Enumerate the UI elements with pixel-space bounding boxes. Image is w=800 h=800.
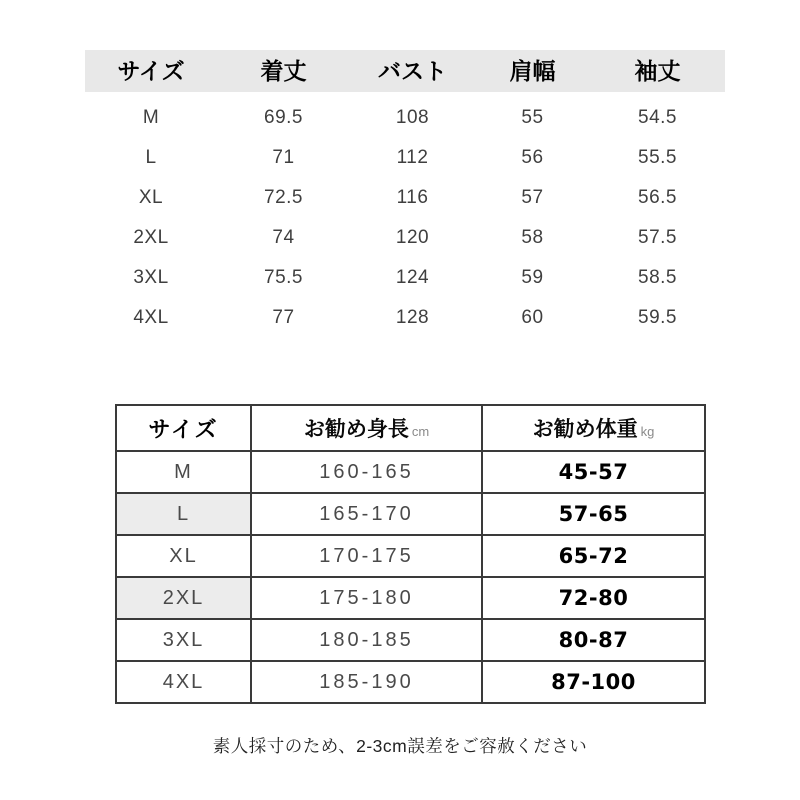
header-bust: バスト	[378, 58, 447, 84]
header-shoulder: 肩幅	[509, 58, 556, 84]
bust-value: 124	[395, 267, 430, 288]
size-value: XL	[138, 187, 164, 208]
table-row	[85, 258, 725, 298]
table-row	[116, 661, 705, 703]
header-length: 着丈	[260, 58, 307, 84]
header-recommended-weight	[482, 405, 705, 451]
weight-range: 80-87	[482, 619, 705, 661]
size-value: 2XL	[133, 227, 169, 248]
size-value: 4XL	[116, 661, 251, 703]
length-value: 75.5	[264, 267, 303, 288]
table-row	[85, 298, 725, 338]
bust-value: 128	[395, 307, 430, 328]
size-value: 3XL	[133, 267, 169, 288]
table-row	[116, 493, 705, 535]
bust-value: 116	[396, 187, 429, 208]
length-value: 71	[272, 147, 295, 168]
shoulder-value: 60	[521, 307, 544, 328]
sleeve-value: 55.5	[638, 147, 677, 168]
bust-value: 120	[395, 227, 430, 248]
height-range: 165-170	[251, 493, 482, 535]
table-row	[85, 138, 725, 178]
bust-value: 108	[395, 107, 430, 128]
shoulder-value: 57	[521, 187, 544, 208]
recommended-height-label: お勧め身長	[303, 418, 409, 441]
height-range: 170-175	[251, 535, 482, 577]
sleeve-value: 56.5	[638, 187, 677, 208]
height-range: 175-180	[251, 577, 482, 619]
bust-value: 112	[396, 147, 429, 168]
weight-range: 45-57	[482, 451, 705, 493]
length-value: 69.5	[264, 107, 303, 128]
size-value: L	[145, 147, 157, 168]
weight-unit-label: kg	[640, 424, 655, 439]
header-size: サイズ	[116, 405, 251, 451]
table-row	[116, 535, 705, 577]
height-range: 160-165	[251, 451, 482, 493]
recommended-weight-label: お勧め体重	[532, 418, 638, 441]
recommendation-header-row	[116, 405, 705, 451]
table-row	[85, 178, 725, 218]
length-value: 74	[272, 227, 295, 248]
header-sleeve: 袖丈	[634, 58, 681, 84]
sleeve-value: 58.5	[638, 267, 677, 288]
size-value: M	[142, 107, 160, 128]
recommendation-table	[115, 404, 706, 704]
table-row	[85, 218, 725, 258]
table-row	[116, 577, 705, 619]
height-range: 180-185	[251, 619, 482, 661]
size-value: XL	[116, 535, 251, 577]
header-recommended-height	[251, 405, 482, 451]
weight-range: 87-100	[482, 661, 705, 703]
measurement-table-header-row	[85, 50, 725, 92]
height-range: 185-190	[251, 661, 482, 703]
shoulder-value: 59	[521, 267, 544, 288]
shoulder-value: 58	[521, 227, 544, 248]
header-size: サイズ	[117, 58, 185, 84]
sleeve-value: 59.5	[638, 307, 677, 328]
height-unit-label: cm	[411, 424, 430, 439]
shoulder-value: 55	[521, 107, 544, 128]
size-value: 4XL	[133, 307, 169, 328]
size-value: 2XL	[116, 577, 251, 619]
length-value: 77	[272, 307, 295, 328]
table-row	[85, 98, 725, 138]
weight-range: 65-72	[482, 535, 705, 577]
size-value: L	[116, 493, 251, 535]
size-value: M	[116, 451, 251, 493]
sleeve-value: 54.5	[638, 107, 677, 128]
weight-range: 57-65	[482, 493, 705, 535]
measurement-disclaimer: 素人採寸のため、2-3cm誤差をご容赦ください	[212, 736, 588, 756]
table-row	[116, 451, 705, 493]
measurement-table	[85, 50, 725, 338]
size-value: 3XL	[116, 619, 251, 661]
table-row	[116, 619, 705, 661]
measurement-table-body	[85, 98, 725, 338]
length-value: 72.5	[264, 187, 303, 208]
weight-range: 72-80	[482, 577, 705, 619]
shoulder-value: 56	[521, 147, 544, 168]
sleeve-value: 57.5	[638, 227, 677, 248]
